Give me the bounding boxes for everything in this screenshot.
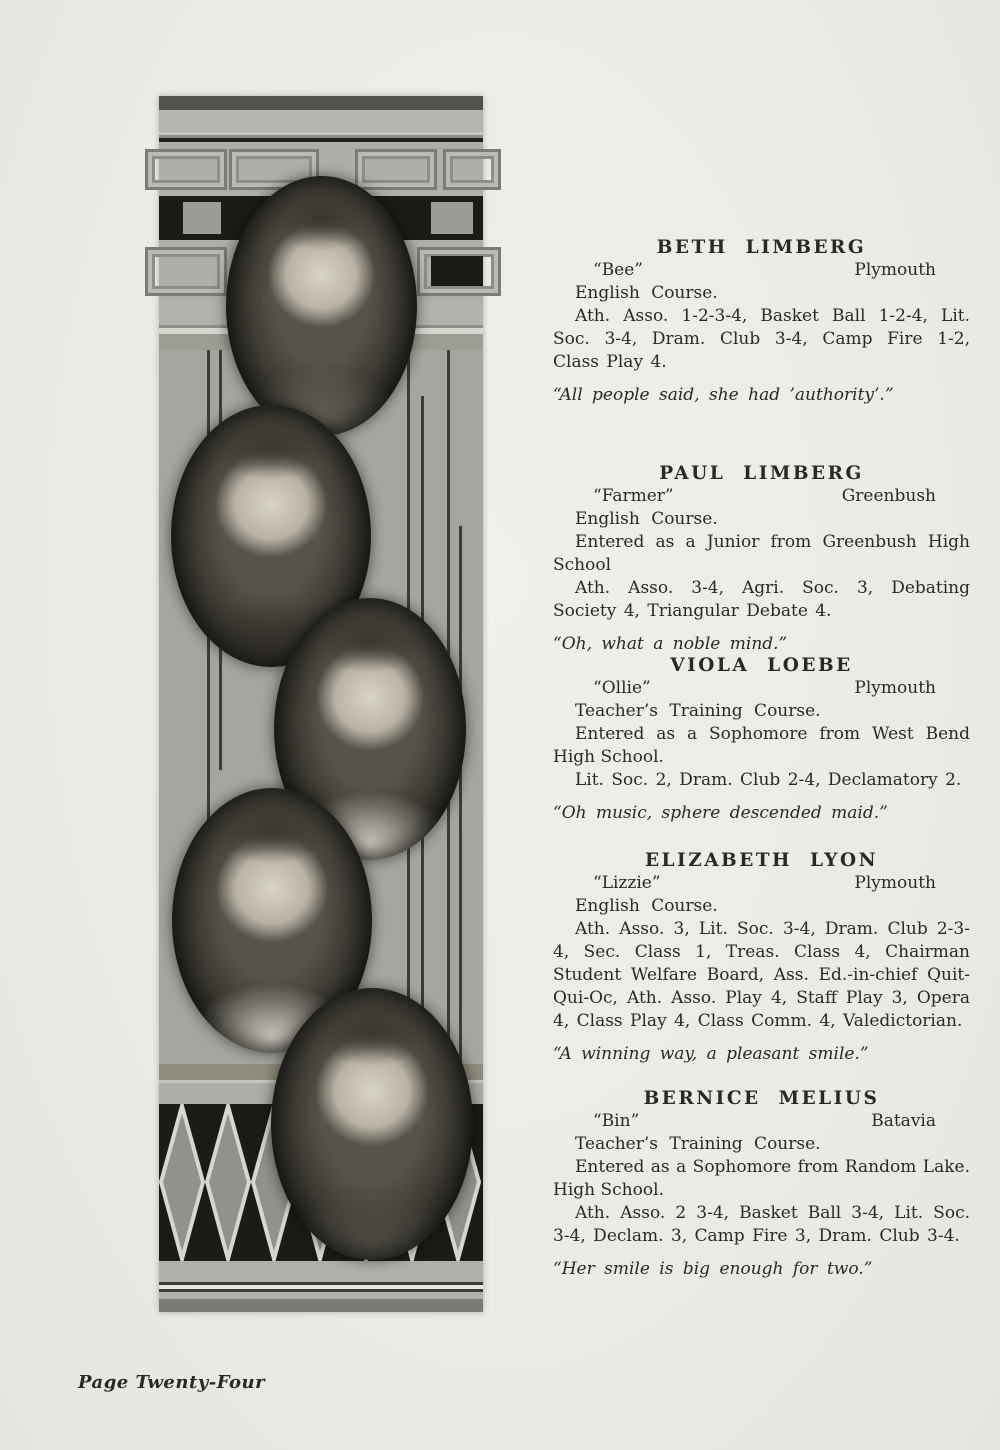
student-nickname: “Bee” xyxy=(593,260,643,280)
strip-bottom-dark-band xyxy=(159,1299,483,1312)
student-city: Batavia xyxy=(871,1111,936,1131)
student-name: PAUL LIMBERG xyxy=(659,463,864,484)
student-entry-viola-loebe xyxy=(553,654,970,825)
nickname-city-row xyxy=(553,872,970,895)
student-course: English Course. xyxy=(575,896,718,916)
student-nickname: “Bin” xyxy=(593,1111,640,1131)
gray-square-ornament xyxy=(183,202,221,234)
panel-ornament xyxy=(355,149,437,190)
portrait-strip xyxy=(159,96,483,1312)
nickname-city-row xyxy=(553,1110,970,1133)
nickname-city-row xyxy=(553,259,970,282)
strip-top-light-band xyxy=(159,110,483,138)
student-course: English Course. xyxy=(575,509,718,529)
portrait-beth-limberg xyxy=(226,176,417,436)
student-city: Plymouth xyxy=(854,678,936,698)
strip-top-dark-band xyxy=(159,96,483,110)
student-entered: Entered as a Sophomore from Random Lake. High School. xyxy=(553,1157,970,1200)
student-nickname: “Ollie” xyxy=(593,678,651,698)
panel-ornament xyxy=(145,149,227,190)
student-nickname: “Lizzie” xyxy=(593,873,661,893)
vertical-line-ornament xyxy=(459,526,462,1064)
student-name: BERNICE MELIUS xyxy=(643,1088,880,1109)
panel-ornament xyxy=(443,149,501,190)
student-entry-beth-limberg xyxy=(553,236,970,407)
portrait-bernice-melius xyxy=(271,988,473,1260)
student-quote: “Oh, what a noble mind.” xyxy=(553,634,788,654)
black-block-ornament xyxy=(431,256,483,286)
student-entry-bernice-melius xyxy=(553,1087,970,1281)
student-city: Plymouth xyxy=(854,873,936,893)
student-entry-elizabeth-lyon xyxy=(553,849,970,1066)
student-city: Greenbush xyxy=(841,486,936,506)
student-entry-paul-limberg xyxy=(553,462,970,656)
student-course: Teacher’s Training Course. xyxy=(575,701,821,721)
student-quote: “Her smile is big enough for two.” xyxy=(553,1259,873,1279)
student-quote: “Oh music, sphere descended maid.” xyxy=(553,803,888,823)
nickname-city-row xyxy=(553,485,970,508)
strip-postdiamond-band xyxy=(159,1261,483,1282)
gray-square-ornament xyxy=(431,202,473,234)
student-entered: Entered as a Sophomore from West Bend High School. xyxy=(553,724,970,767)
nickname-city-row xyxy=(553,677,970,700)
student-activities: Lit. Soc. 2, Dram. Club 2-4, Declamatory 2. xyxy=(575,770,962,790)
student-name: BETH LIMBERG xyxy=(656,237,867,258)
student-city: Plymouth xyxy=(854,260,936,280)
student-activities: Ath. Asso. 3, Lit. Soc. 3-4, Dram. Club 2-3-4, Sec. Class 1, Treas. Class 4, Chairman Student Welfare Board, Ass. Ed.-in-chief Quit-Qui-Oc, Ath. Asso. Play 4, Staff Play 3, Opera 4, Class Play 4, Class Comm. 4, Valedictorian. xyxy=(553,919,970,1031)
student-course: English Course. xyxy=(575,283,718,303)
page-number-footer: Page Twenty-Four xyxy=(78,1372,266,1393)
student-name: VIOLA LOEBE xyxy=(670,655,853,676)
strip-light-foot-band xyxy=(159,1292,483,1299)
student-course: Teacher’s Training Course. xyxy=(575,1134,821,1154)
student-activities: Ath. Asso. 2 3-4, Basket Ball 3-4, Lit. Soc. 3-4, Declam. 3, Camp Fire 3, Dram. Club 3-4. xyxy=(553,1203,970,1246)
student-activities: Ath. Asso. 3-4, Agri. Soc. 3, Debating Society 4, Triangular Debate 4. xyxy=(553,578,970,621)
student-nickname: “Farmer” xyxy=(593,486,674,506)
student-name: ELIZABETH LYON xyxy=(644,850,879,871)
student-quote: “All people said, she had ’authority’.” xyxy=(553,385,894,405)
strip-double-rule xyxy=(159,1282,483,1292)
student-quote: “A winning way, a pleasant smile.” xyxy=(553,1044,869,1064)
student-activities: Ath. Asso. 1-2-3-4, Basket Ball 1-2-4, Lit. Soc. 3-4, Dram. Club 3-4, Camp Fire 1-2, Class Play 4. xyxy=(553,306,970,372)
student-entered: Entered as a Junior from Greenbush High School xyxy=(553,532,970,575)
panel-ornament xyxy=(145,247,227,296)
